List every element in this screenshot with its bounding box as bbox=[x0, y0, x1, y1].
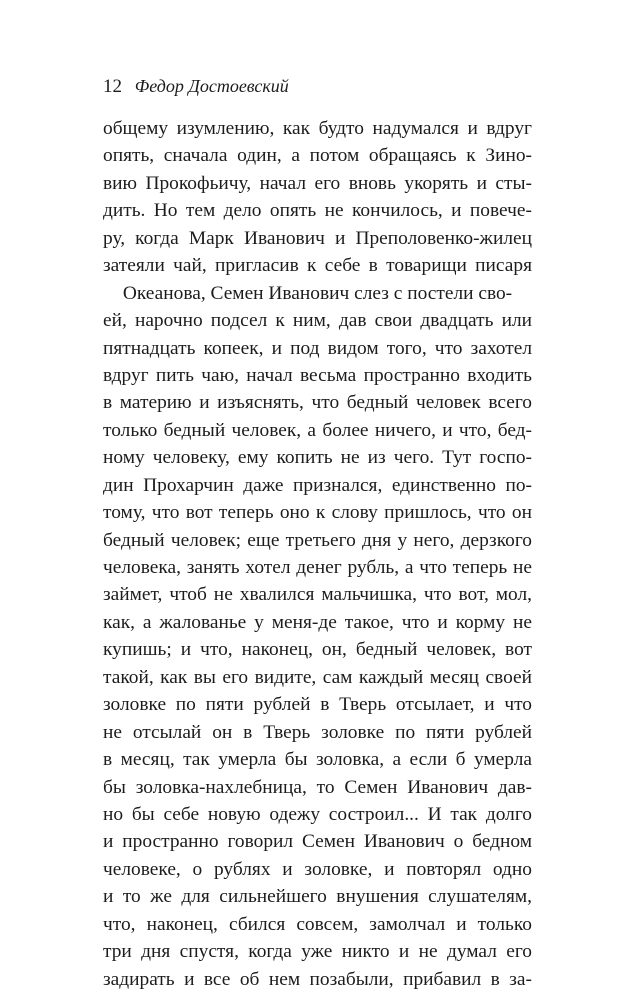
text-line: и пространно говорил Семен Иванович о бедном bbox=[103, 831, 532, 853]
text-line: общему изумлению, как будто надумался и вдруг bbox=[103, 118, 532, 139]
text-line: и то же для сильнейшего внушения слушателям, bbox=[103, 886, 532, 908]
text-line: не отсылай он в Тверь золовке по пяти рублей bbox=[103, 721, 532, 743]
text-line: бы золовка-нахлебница, то Семен Иванович дав- bbox=[103, 776, 532, 798]
text-line: в материю и изъяснять, что бедный человек всего bbox=[103, 392, 532, 414]
text-line: как, а жалованье у меня-де такое, что и корму не bbox=[103, 611, 532, 633]
text-line: такой, как вы его видите, сам каждый месяц своей bbox=[103, 666, 532, 688]
text-line: Океанова, Семен Иванович слез с постели сво- bbox=[122, 282, 513, 304]
text-line: золовке по пяти рублей в Тверь отсылает, и что bbox=[103, 694, 532, 716]
text-line: но бы себе новую одежу состроил... И так долго bbox=[103, 803, 532, 825]
text-line: пятнадцать копеек, и под видом того, что захотел bbox=[103, 337, 532, 359]
text-line: тому, что вот теперь оно к слову пришлось, что он bbox=[103, 502, 532, 524]
page-number: 12 bbox=[103, 76, 122, 97]
text-line: ей, нарочно подсел к ним, дав свои двадцать или bbox=[103, 310, 532, 332]
text-line: ру, когда Марк Иванович и Преполовенко-жилец bbox=[103, 227, 532, 249]
running-head bbox=[103, 73, 289, 99]
text-line: вдруг пить чаю, начал весьма пространно входить bbox=[103, 364, 532, 386]
running-title: Федор Достоевский bbox=[134, 76, 289, 96]
text-line: опять, сначала один, а потом обращаясь к Зино- bbox=[103, 145, 532, 167]
text-line: что, наконец, сбился совсем, замолчал и только bbox=[103, 913, 532, 935]
text-line: затеяли чай, пригласив к себе в товарищи писаря bbox=[103, 255, 532, 277]
text-line: займет, чтоб не хвалился мальчишка, что вот, мол, bbox=[103, 584, 532, 606]
text-line: дить. Но тем дело опять не кончилось, и повече- bbox=[103, 200, 532, 222]
text-line: ному человеку, ему копить не из чего. Тут госпо- bbox=[103, 447, 532, 469]
body-text bbox=[103, 115, 532, 993]
text-line: задирать и все об нем позабыли, прибавил в за- bbox=[103, 968, 532, 990]
text-line: три дня спустя, когда уже никто и не думал его bbox=[103, 941, 532, 963]
text-line: вию Прокофьичу, начал его вновь укорять и сты- bbox=[103, 172, 532, 194]
text-line: человека, занять хотел денег рубль, а что теперь не bbox=[103, 557, 532, 578]
text-line: человеке, о рублях и золовке, и повторял одно bbox=[103, 858, 532, 880]
text-line: купишь; и что, наконец, он, бедный человек, вот bbox=[103, 639, 532, 661]
text-line: в месяц, так умерла бы золовка, а если б умерла bbox=[103, 749, 532, 771]
text-line: дин Прохарчин даже признался, единственно по- bbox=[103, 474, 532, 496]
text-line: только бедный человек, а более ничего, и что, бед- bbox=[103, 419, 532, 441]
text-line: бедный человек; еще третьего дня у него, дерзкого bbox=[103, 529, 532, 551]
